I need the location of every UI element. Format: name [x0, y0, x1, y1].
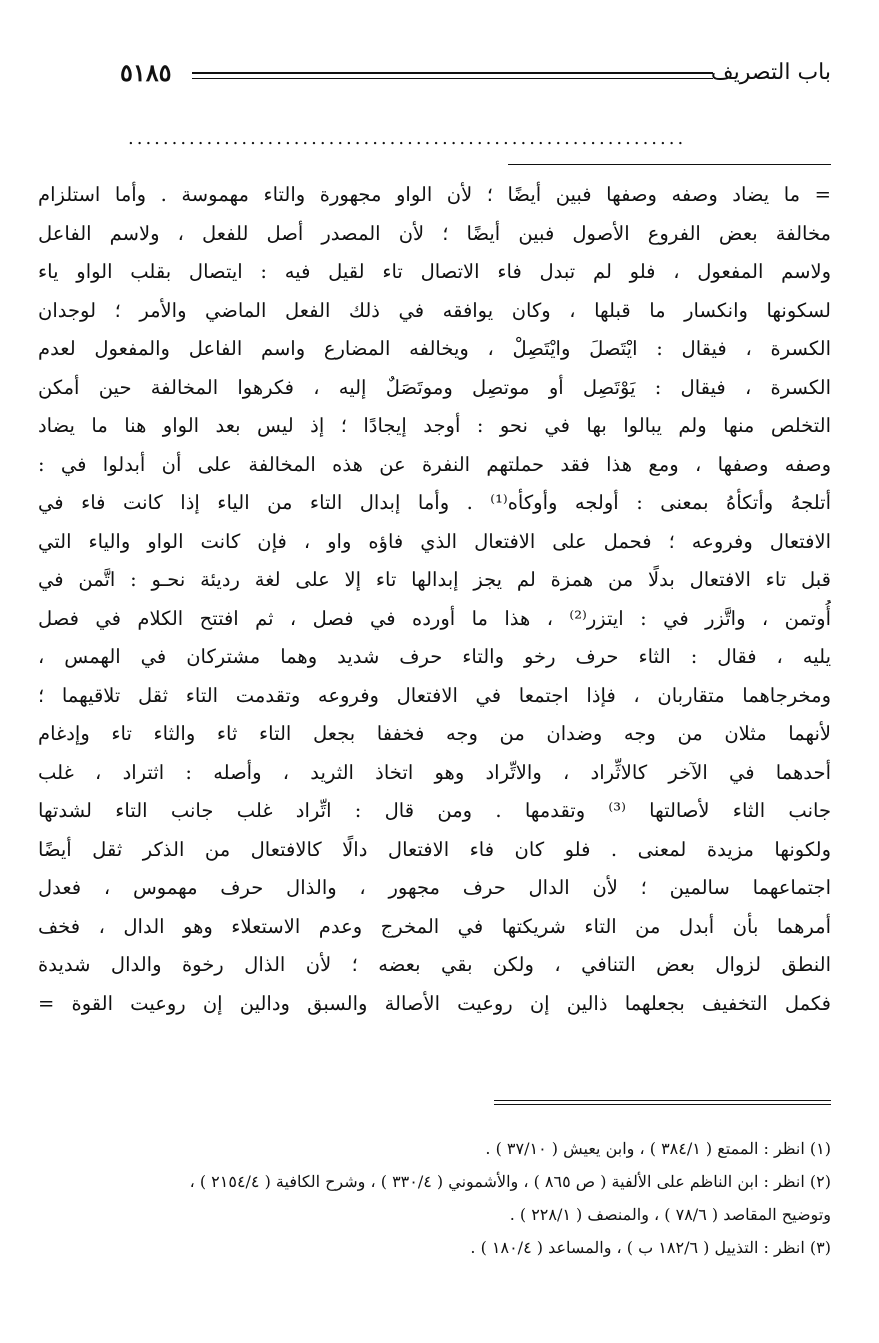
page-number: ٥١٨٥ — [120, 58, 172, 87]
footnote-rule-second — [494, 1104, 831, 1105]
footnotes — [30, 1132, 831, 1264]
body-line: وصفه وصفها ، ومع هذا فقد حملتهم النفرة عن هذه المخالفة على أن أبدلوا في : — [38, 452, 831, 476]
running-header — [120, 58, 831, 94]
body-line: أُوتمن ، واتَّزر في : ايتزر⁽²⁾ ، هذا ما أورده في فصل ، ثم افتتح الكلام في فصل — [38, 606, 831, 630]
body-line: التخلص منها ولم يبالوا بها في نحو : أوجد إيجادًا ؛ إذ ليس بعد الواو هنا ما يضاد — [38, 414, 831, 437]
body-line: ولكونها مزيدة لمعنى . فلو كان فاء الافتعال دالًا كالافتعال من الذكر ثقل أيضًا — [38, 837, 831, 861]
body-line: أحدهما في الآخر كالاثِّراد ، والاتِّراد وهو اتخاذ الثريد ، وأصله : اثتراد ، غلب — [38, 760, 831, 784]
footnote-rule — [494, 1100, 831, 1101]
body-line: اجتماعهما سالمين ؛ لأن الدال حرف مجهور ، والذال حرف مهموس ، فعدل — [38, 876, 831, 899]
dotted-separator: ................................................................ — [128, 128, 687, 149]
body-line: ولاسم المفعول ، فلو لم تبدل فاء الاتصال تاء لقيل فيه : ايتصال بقلب الواو ياء — [38, 260, 831, 283]
body-line: يليه ، فقال : الثاء حرف رخو والتاء حرف شديد وهما مشتركان في الهمس ، — [38, 645, 831, 668]
footnote: (١) انظر : الممتع ( ٣٨٤/١ ) ، وابن يعيش ( ٣٧/١٠ ) . — [485, 1139, 831, 1158]
body-line: جانب الثاء لأصالتها ⁽³⁾ وتقدمها . ومن قال : اتِّراد غلب جانب التاء لشدتها — [38, 799, 831, 822]
body-line: = ما يضاد وصفه وصفها فبين أيضًا ؛ لأن الواو مجهورة والتاء مهموسة . وأما استلزام — [38, 183, 831, 206]
body-line: مخالفة بعض الفروع الأصول فبين أيضًا ؛ لأن المصدر أصل للفعل ، ولاسم الفاعل — [38, 221, 831, 245]
body-line: الكسرة ، فيقال : ايْتَصلَ وايْتَصِلْ ، ويخالفه المضارع واسم الفاعل والمفعول لعدم — [38, 337, 831, 360]
body-line: النطق لزوال بعض التنافي ، ولكن بقي بعضه ؛ لأن الذال رخوة والدال شديدة — [38, 953, 831, 976]
footnote: (٣) انظر : التذييل ( ١٨٢/٦ ب ) ، والمساعد ( ١٨٠/٤ ) . — [470, 1238, 831, 1257]
header-rule — [192, 72, 713, 79]
body-text — [38, 176, 831, 1023]
body-line: لأنهما مثلان من وجه وضدان من وجه فخففا بجعل التاء ثاء والثاء تاء وإدغام — [38, 722, 831, 745]
body-line: قبل تاء الافتعال بدلًا من همزة لم يجز إبدالها تاء إلا على لغة رديئة نحـو : اتَّمن في — [38, 568, 831, 591]
chapter-title: باب التصريف — [710, 60, 831, 85]
body-line: الكسرة ، فيقال : يَوْتَصِل أو موتصِل وموتَصَلٌ إليه ، فكرهوا المخالفة حين أمكن — [38, 375, 831, 399]
body-line: الافتعال وفروعه ؛ فحمل على الافتعال الذي فاؤه واو ، فإن كانت الواو والياء التي — [38, 529, 831, 553]
body-line: لسكونها وانكسار ما قبلها ، وكان يوافقه في ذلك الفعل الماضي والأمر ؛ لوجدان — [38, 298, 831, 322]
body-line: ومخرجاهما متقاربان ، فإذا اجتمعا في الافتعال وفروعه وتقدمت التاء ثقل تلاقيهما ؛ — [38, 683, 831, 707]
footnote: (٢) انظر : ابن الناظم على الألفية ( ص ٨٦٥ ) ، والأشموني ( ٣٣٠/٤ ) ، وشرح الكافية ( ٢١٥٤/٤ ) ، — [189, 1172, 831, 1191]
body-line: أتلجهُ وأتكأهُ بمعنى : أولجه وأوكأه⁽¹⁾ . وأما إبدال التاء من الياء إذا كانت فاء في — [38, 491, 831, 514]
text-separator-rule — [508, 164, 831, 165]
body-line: فكمل التخفيف بجعلهما ذالين إن روعيت الأصالة والسبق ودالين إن روعيت القوة = — [38, 991, 831, 1015]
body-line: أمرهما بأن أبدل من التاء شريكتها في المخرج وعدم الاستعلاء وهو الدال ، فخف — [38, 914, 831, 938]
footnote: وتوضيح المقاصد ( ٧٨/٦ ) ، والمنصف ( ٢٢٨/١ ) . — [509, 1205, 831, 1224]
